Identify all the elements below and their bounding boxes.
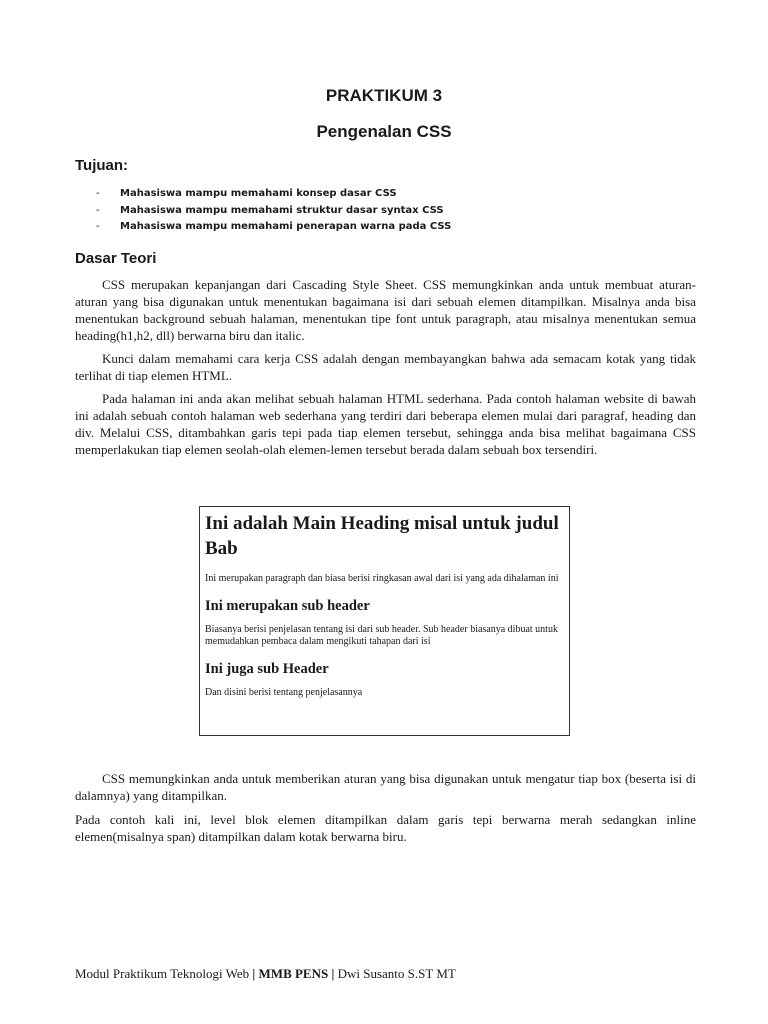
tujuan-list xyxy=(96,186,696,236)
bullet-dash: - xyxy=(96,221,100,232)
footer-course: Modul Praktikum Teknologi Web xyxy=(75,966,250,981)
footer-separator: | xyxy=(252,966,256,981)
theory-paragraph: CSS merupakan kepanjangan dari Cascading Style Sheet. CSS memungkinkan anda untuk membuat aturan-aturan yang bisa digunakan untuk menentukan bagaimana isi dari sebuah elemen ditampilkan. Misalnya anda bisa menentukan background sebuah halaman, menentukan tipe font untuk paragraph, atau misalnya menentukan semua heading(h1,h2, dll) berwarna biru dan italic. xyxy=(75,277,696,343)
dasar-teori-heading: Dasar Teori xyxy=(75,250,157,267)
example-sub-header: Ini juga sub Header xyxy=(205,661,329,677)
example-sub-header: Ini merupakan sub header xyxy=(205,598,370,614)
list-item-text: Mahasiswa mampu memahami konsep dasar CSS xyxy=(120,188,397,199)
footer-separator: | xyxy=(331,966,335,981)
example-html-box xyxy=(199,506,570,736)
list-item-text: Mahasiswa mampu memahami struktur dasar syntax CSS xyxy=(120,204,444,216)
bullet-dash: - xyxy=(96,188,100,199)
tujuan-heading: Tujuan: xyxy=(75,157,129,174)
list-item xyxy=(96,186,696,203)
footer-institution: MMB PENS xyxy=(258,966,329,981)
example-explanation-paragraph: Pada contoh kali ini, level blok elemen ditampilkan dalam garis tepi berwarna merah sedangkan inline elemen(misalnya span) ditampilkan dalam kotak berwarna biru. xyxy=(75,812,696,844)
topic-title: Pengenalan CSS xyxy=(316,122,452,141)
list-item-text: Mahasiswa mampu memahami penerapan warna pada CSS xyxy=(120,221,452,232)
list-item xyxy=(96,219,696,236)
css-rules-paragraph: CSS memungkinkan anda untuk memberikan aturan yang bisa digunakan untuk mengatur tiap box (beserta isi di dalamnya) yang ditampilkan. xyxy=(75,771,696,803)
theory-paragraph: Kunci dalam memahami cara kerja CSS adalah dengan membayangkan bahwa ada semacam kotak yang tidak terlihat di tiap elemen HTML. xyxy=(75,351,696,383)
footer-author: Dwi Susanto S.ST MT xyxy=(337,966,456,981)
example-main-heading: Ini adalah Main Heading misal untuk judul Bab xyxy=(205,513,559,559)
example-paragraph: Ini merupakan paragraph dan biasa berisi ringkasan awal dari isi yang ada dihalaman ini xyxy=(205,573,559,584)
example-paragraph: Dan disini berisi tentang penjelasannya xyxy=(205,687,363,698)
list-item xyxy=(96,203,696,220)
praktikum-title: PRAKTIKUM 3 xyxy=(325,86,443,105)
example-paragraph: Biasanya berisi penjelasan tentang isi dari sub header. Sub header biasanya dibuat untuk memudahkan pembaca dalam mengikuti tahapan dari isi xyxy=(205,624,558,647)
bullet-dash: - xyxy=(96,204,100,216)
theory-paragraph: Pada halaman ini anda akan melihat sebuah halaman HTML sederhana. Pada contoh halaman website di bawah ini adalah sebuah contoh halaman web sederhana yang terdiri dari beberapa elemen mulai dari paragraf, heading dan div. Melalui CSS, ditambahkan garis tepi pada tiap elemen tersebut, sehingga anda bisa melihat bagaimana CSS memperlakukan tiap elemen seolah-olah elemen-lemen tersebut berada dalam sebuah box tersendiri. xyxy=(75,391,696,457)
page-footer xyxy=(75,966,725,982)
